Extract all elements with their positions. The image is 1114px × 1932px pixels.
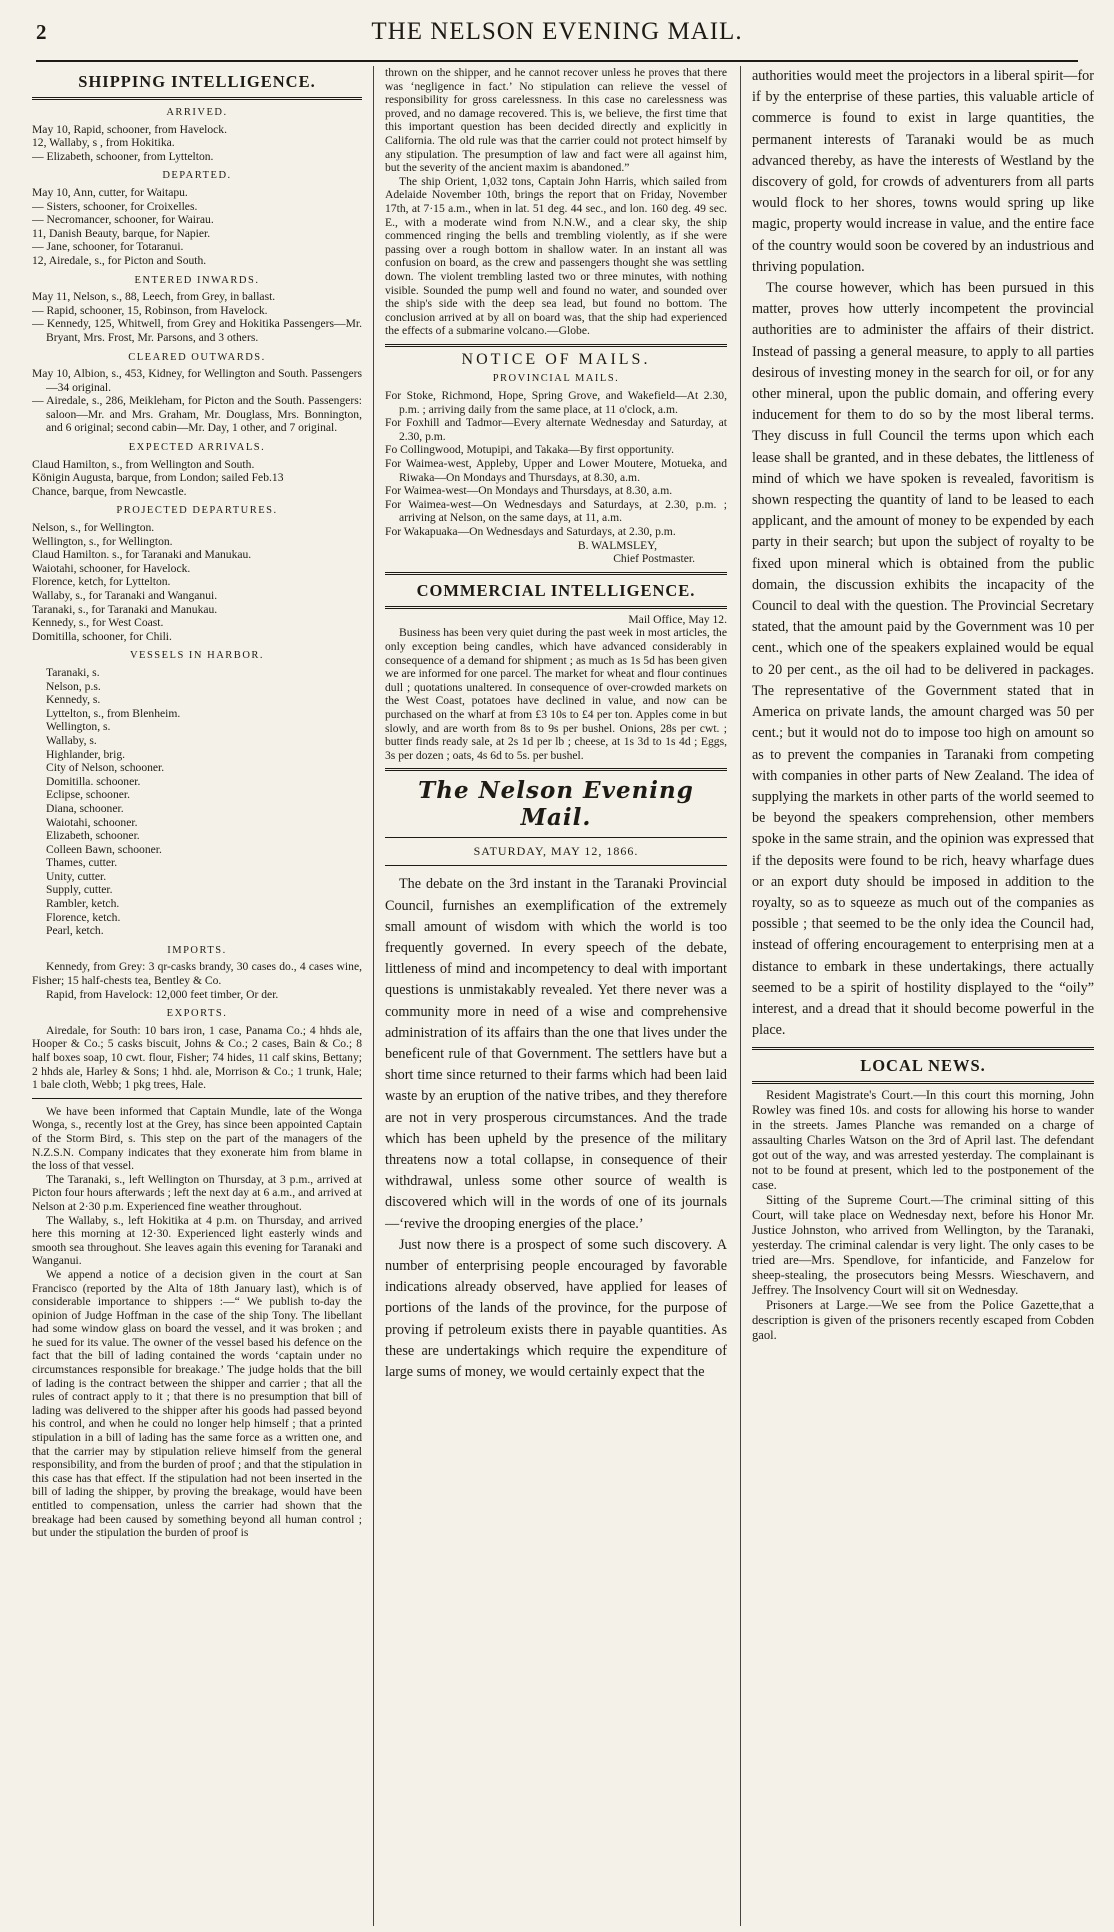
- article-paragraph: authorities would meet the projectors in a liberal spirit—for if by the enterprise of these parties, this valuable article of commerce is found to exist in large quantities, the permanent interests of Taranaki would be as much advanced thereby, as have the interests of Westland by the discovery of gold, for crowds of adventurers from all parts would flock to her shores, towns would spring up like magic, property would increase in value, and the entire face of the country would soon be covered by an industrious and thriving population.: [752, 68, 1094, 275]
- list-item: — Sisters, schooner, for Croixelles.: [32, 199, 198, 213]
- column-shipping: [32, 66, 362, 1928]
- shipping-exports: [32, 1007, 362, 1092]
- news-item: Resident Magistrate's Court.—In this court this morning, John Rowley was fined 10s. and costs for allowing his horse to wander in the streets. James Planche was remanded on a charge of assaulting Charles Watson on the 3rd of April last. The defendant got out of the way, and was arrested yesterday. The complainant is not to be found at present, which led to the postponement of the case.: [752, 1088, 1094, 1193]
- list-item: — Elizabeth, schooner, from Lyttelton.: [32, 149, 214, 163]
- list-item: 12, Airedale, s., for Picton and South.: [32, 253, 207, 267]
- article-paragraph: The Taranaki, s., left Wellington on Thursday, at 3 p.m., arrived at Picton four hours afterwards ; left the next day at 6 a.m., and arrived at Nelson at 2·30 p.m. Experienced fine weather throughout.: [32, 1172, 362, 1213]
- article-paragraph: Just now there is a prospect of some such discovery. A number of enterprising people encouraged by favorable indications already observed, have applied for leases of portions of the lands of the province, for the purpose of proving if petroleum exists there in payable quantities. As these are undertakings which require the expenditure of large sums of money, we would certainly expect that the: [385, 1236, 727, 1380]
- list-item: Elizabeth, schooner.: [46, 829, 140, 843]
- shipping-news: [32, 1105, 362, 1540]
- list-item: Eclipse, schooner.: [46, 788, 131, 802]
- sub-heading: VESSELS IN HARBOR.: [129, 650, 265, 662]
- shipping-arrived: [32, 106, 362, 163]
- column-right: [752, 66, 1094, 1928]
- list-item: Waiotahi, schooner.: [46, 815, 138, 829]
- article-paragraph: The debate on the 3rd instant in the Taranaki Provincial Council, furnishes an exemplification of the extremely small amount of wisdom with which the world is too frequently governed. In every speech of the debate, littleness of mind and incompetency to deal with important questions is unmistakably revealed. Yet there never was a community more in need of a wise and comprehensive administration of its affairs than the one that lives under the beneficent rule of that Government. The settlers have but a short time since returned to their farms which had been laid waste by an eruption of the native tribes, and they therefore are not in very prosperous circumstances. And the trade which has been upheld by the presence of the military threatens now a total collapse, in consequence of their withdrawal, unless some other source of wealth is discovered which will in the words of one of its journals —‘revive the drooping energies of the place.’: [385, 876, 727, 1232]
- list-item: For Waimea-west, Appleby, Upper and Lower Moutere, Motueka, and Riwaka—On Mondays and Thursdays, at 8.30, a.m.: [385, 457, 727, 484]
- article-paragraph: The ship Orient, 1,032 tons, Captain John Harris, which sailed from Adelaide November 10th, brings the report that on Friday, November 17th, at 7·15 a.m., when in lat. 51 deg. 44 sec., and lon. 160 deg. 49 sec. E., with a moderate wind from N.N.W., and a clear sky, the ship commenced ringing the bells and trembling violently, as if she were passing over a rough bottom in shallow water. In an instant all was confusion on board, as the crew and passengers thought she was settling down. The violent trembling lasted two or three minutes, with nothing visible. Sounded the pump well and found no water, and sounded over the ship's side with the deep sea lead, but found no bottom. The conclusion arrived at by all on board was, that the ship had experienced the effects of a submarine volcano.—Globe.: [385, 174, 727, 338]
- sub-heading: IMPORTS.: [167, 944, 227, 956]
- list-item: — Necromancer, schooner, for Wairau.: [32, 213, 214, 227]
- list-item: For Foxhill and Tadmor—Every alternate Wednesday and Saturday, at 2.30, p.m.: [385, 416, 727, 443]
- list-item: — Rapid, schooner, 15, Robinson, from Havelock.: [32, 303, 268, 317]
- column-divider: [740, 66, 741, 1926]
- divider: [385, 865, 727, 866]
- masthead-rule: [36, 60, 1078, 62]
- list-item: Taranaki, s., for Taranaki and Manukau.: [32, 602, 218, 616]
- list-item: — Jane, schooner, for Totaranui.: [32, 240, 184, 254]
- list-item: May 10, Ann, cutter, for Waitapu.: [32, 185, 188, 199]
- list-item: Colleen Bawn, schooner.: [46, 842, 162, 856]
- article-paragraph: The Wallaby, s., left Hokitika at 4 p.m. on Thursday, and arrived here this morning at 12·30. Experienced light easterly winds and smooth sea throughout. She leaves again this evening for Taranaki and Wanganui.: [32, 1213, 362, 1268]
- list-item: May 10, Rapid, schooner, from Havelock.: [32, 122, 227, 136]
- shipping-departed: [32, 169, 362, 267]
- list-item: Chance, barque, from Newcastle.: [32, 484, 187, 498]
- list-item: For Waimea-west—On Wednesdays and Saturdays, at 2.30, p.m. ; arriving at Nelson, on the same days, at 11, a.m.: [385, 497, 727, 525]
- list-item: Wallaby, s.: [46, 733, 97, 747]
- column-middle: [385, 66, 727, 1928]
- dateline: Mail Office, May 12.: [628, 612, 727, 626]
- article-paragraph: We have been informed that Captain Mundle, late of the Wonga Wonga, s., recently lost at the Grey, has since been appointed Captain of the Storm Bird, s. This step on the part of the managers of the N.Z.S.N. Company indicates that they exonerate him from blame in the loss of that vessel.: [32, 1104, 362, 1173]
- shipping-imports: [32, 944, 362, 1001]
- list-item: Fo Collingwood, Motupipi, and Takaka—By first opportunity.: [385, 443, 675, 457]
- editorial-article: [385, 874, 727, 1383]
- list-item: Airedale, for South: 10 bars iron, 1 case, Panama Co.; 4 hhds ale, Hooper & Co.; 5 casks biscuit, Johns & Co.; 2 cases, Bain & Co.; 8 half boxes soap, 10 cwt. flour, Fisher; 74 hides, 11 calf skins, Bettany; 2 hhds ale, Harley & Sons; 1 hhd. ale, Morrison & Co.; 1 trunk, Hale; 1 bale cloth, Webb; 1 pkg trees, Hale.: [32, 1023, 362, 1092]
- editorial-continued: [752, 66, 1094, 1041]
- list-item: Kennedy, s.: [46, 693, 101, 707]
- list-item: Kennedy, s., for West Coast.: [32, 616, 164, 630]
- shipping-cleared: [32, 351, 362, 436]
- signature: B. WALMSLEY,: [577, 538, 657, 552]
- list-item: 11, Danish Beauty, barque, for Napier.: [32, 226, 211, 240]
- list-item: Highlander, brig.: [46, 747, 126, 761]
- list-item: For Waimea-west—On Mondays and Thursdays, at 8.30, a.m.: [385, 484, 673, 498]
- list-item: Pearl, ketch.: [46, 924, 104, 938]
- list-item: Domitilla. schooner.: [46, 774, 141, 788]
- section-heading: COMMERCIAL INTELLIGENCE.: [385, 572, 727, 609]
- sub-heading: PROVINCIAL MAILS.: [492, 373, 620, 385]
- list-item: For Wakapuaka—On Wednesdays and Saturdays, at 2.30, p.m.: [385, 525, 676, 538]
- local-news: [752, 1088, 1094, 1343]
- article-paragraph: thrown on the shipper, and he cannot recover unless he proves that there was ‘negligence in fact.’ No stipulation can relieve the vessel of responsibility for gross carelessness. In this case no carelessness was proved, and no damage recovered. This is, we believe, the first time that this important question has been decided directly and explicitly in California. The old rule was that the carrier could not protect himself by any stipulation. The presumption of law and fact were all against him, but the severity of the ancient maxim is abandoned.”: [385, 66, 727, 175]
- divider: [32, 1098, 362, 1099]
- signature-title: Chief Postmaster.: [613, 552, 695, 566]
- section-heading: NOTICE OF MAILS.: [461, 350, 651, 368]
- list-item: May 10, Albion, s., 453, Kidney, for Wellington and South. Passengers—34 original.: [32, 367, 362, 394]
- shipping-expected: [32, 441, 362, 498]
- list-item: Rambler, ketch.: [46, 897, 120, 911]
- list-item: Nelson, p.s.: [46, 679, 101, 693]
- news-item: Prisoners at Large.—We see from the Police Gazette,that a description is given of the prisoners recently escaped from Cobden gaol.: [752, 1298, 1094, 1343]
- list-item: Lyttelton, s., from Blenheim.: [46, 706, 181, 720]
- list-item: Domitilla, schooner, for Chili.: [32, 629, 172, 643]
- sub-heading: EXPECTED ARRIVALS.: [128, 442, 266, 454]
- sub-heading: EXPORTS.: [166, 1008, 228, 1020]
- list-item: Supply, cutter.: [46, 883, 113, 897]
- list-item: Kennedy, from Grey: 3 qr-casks brandy, 30 cases do., 4 cases wine, Fisher; 15 half-chests tea, Bentley & Co.: [32, 960, 362, 988]
- commercial-intelligence: [385, 613, 727, 763]
- list-item: May 11, Nelson, s., 88, Leech, from Grey, in ballast.: [32, 290, 276, 304]
- shipping-harbor: [32, 649, 362, 937]
- news-item: Sitting of the Supreme Court.—The criminal sitting of this Court, will take place on Wednesday next, before his Honor Mr. Justice Johnston, who arrived from Wellington, by the Taranaki, yesterday. The criminal calendar is very light. The only cases to be tried are—Mrs. Spendlove, for infanticide, and Fanzelow for sheep-stealing, the prosecutors being Messrs. Wieschavern, and Jeffrey. The Insolvency Court will sit on Wednesday.: [752, 1193, 1094, 1298]
- editorial-masthead: The Nelson Evening Mail.: [385, 768, 727, 838]
- section-heading: LOCAL NEWS.: [752, 1047, 1094, 1084]
- list-item: Königin Augusta, barque, from London; sailed Feb.13: [32, 471, 284, 485]
- list-item: Nelson, s., for Wellington.: [32, 521, 155, 535]
- page-masthead: [36, 10, 1078, 52]
- list-item: Claud Hamilton, s., from Wellington and South.: [32, 457, 255, 471]
- article-paragraph: We append a notice of a decision given in the court at San Francisco (reported by the Alta of 18th January last), which is of considerable importance to shippers :—“ We publish to-day the opinion of Judge Hoffman in the case of the ship Tony. The libellant had some window glass on board the vessel, and it was broken ; and he sued for its value. The owner of the vessel based his defence on the fact that the bill of lading contained the words ‘captain under no circumstances responsible for breakage.’ The judge holds that the bill of lading is the contract between the shipper and carrier ; that all the rules of contract apply to it ; that there is no presumption that bill of lading was delivered to the shipper after his goods had passed beyond his control, and when he could no longer help himself ; that a printed stipulation in a bill of lading has the same force as a written one, and that the carrier may by stipulation relieve himself from the general responsibility, and from the burden of proof ; and that the stipulation in this case has that effect. If the stipulation had not been inserted in the bill of lading the shipper, by proving the breakage, would have been entitled to compensation, unless the carrier had shown that the breakage had been caused by something beyond all human control ; but under the stipulation the burden of proof is: [32, 1267, 362, 1540]
- sub-heading: ARRIVED.: [166, 107, 228, 118]
- list-item: Wallaby, s., for Taranaki and Wanganui.: [32, 589, 218, 602]
- divider: [385, 344, 727, 347]
- newspaper-title: THE NELSON EVENING MAIL.: [371, 18, 743, 45]
- list-item: Waiotahi, schooner, for Havelock.: [32, 561, 191, 575]
- article-paragraph: The course however, which has been pursued in this matter, proves how utterly incompetent the provincial authorities are to administer the affairs of their district. Instead of passing a general measure, to apply to all parties desirous of investing money in the search for oil, or for any other mineral, upon the public domain, and offering every inducement for them to do so by the most liberal terms. They discuss in full Council the terms upon which each lease shall be granted, and in these debates, the littleness of mind of which we have spoken is revealed, favoritism is shown respecting the quantity of land to be leased to each applicant, and the amount of money to be expended by each party in their search; but upon the subject of royalty to be fixed upon mineral which is obtained from the public domain, the discussion exhibits the incapacity of the Council to deal with the question. The Provincial Secretary stated, that the amount paid by the Government was 10 per cent., which one of the speakers explained would be equal to 20 per cent., as the oil had to be delivered in packages. The representative of the Government stated that in America on private lands, the amount charged was 50 per cent.; but it would not do to impose too high on amount so as to prevent the companies in Taranaki from competing with companies in other parts of New Zealand. The idea of supplying the markets in other parts of the world seemed to be beyond the speakers comprehension, other members spoke in the same strain, and the opinion was expressed that if the deposits were found to be rich, heavy wharfage dues or an export duty should be imposed in addition to the royalty, so as to squeeze as much out of the companies as possible ; that seemed to be the only idea the Council had, instead of offering encouragement to enterprising men at a distance to embark in these undertakings, there actually seemed to be a spirit of hostility displayed to the “oily” interest, and a dread that it should become powerful in the place.: [752, 280, 1094, 1039]
- notice-of-mails: [385, 350, 727, 566]
- list-item: — Kennedy, 125, Whitwell, from Grey and Hokitika Passengers—Mr. Bryant, Mrs. Frost, Mr. Parsons, and 3 others.: [32, 317, 362, 344]
- list-item: Taranaki, s.: [46, 665, 100, 679]
- shipping-entered: [32, 274, 362, 345]
- article-paragraph: Business has been very quiet during the past week in most articles, the only exception being candles, which have advanced considerably in consequence of a demand for shipment ; as much as 1s 5d has been given we are informed for one parcel. The market for wheat and flour continues dull ; quotations unaltered. In consequence of over-crowded markets on the West Coast, potatoes have declined in value, and now can be purchased on the wharf at from £3 10s to £4 per ton. Apples come in but slowly, and are worth from 8s to 9s per bushel. Onions, 28s per cwt. ; butter finds ready sale, at 2s 1d per lb ; cheese, at 1s 3d to 1s 4d ; Eggs, 3s per dozen ; oats, 4s 6d to 5s. per bushel.: [385, 626, 727, 762]
- sub-heading: CLEARED OUTWARDS.: [128, 351, 266, 363]
- list-item: Florence, ketch.: [46, 910, 121, 924]
- list-item: Unity, cutter.: [46, 869, 107, 883]
- column-divider: [373, 66, 374, 1926]
- list-item: Florence, ketch, for Lyttelton.: [32, 575, 171, 589]
- editorial-date: SATURDAY, MAY 12, 1866.: [473, 844, 639, 859]
- list-item: For Stoke, Richmond, Hope, Spring Grove, and Wakefield—At 2.30, p.m. ; arriving daily from the same place, at 11 o'clock, a.m.: [385, 389, 727, 416]
- page-number: 2: [36, 20, 47, 44]
- list-item: Wellington, s.: [46, 720, 111, 734]
- list-item: 12, Wallaby, s , from Hokitika.: [32, 136, 175, 150]
- list-item: Diana, schooner.: [46, 801, 124, 815]
- sub-heading: PROJECTED DEPARTURES.: [116, 505, 278, 517]
- sub-heading: ENTERED INWARDS.: [134, 274, 260, 286]
- list-item: Rapid, from Havelock: 12,000 feet timber, Or der.: [46, 987, 279, 1001]
- list-item: Thames, cutter.: [46, 856, 118, 870]
- shipping-projected: [32, 504, 362, 643]
- article-continued: [385, 66, 727, 338]
- list-item: Claud Hamilton. s., for Taranaki and Manukau.: [32, 548, 252, 562]
- sub-heading: DEPARTED.: [162, 170, 232, 182]
- list-item: — Airedale, s., 286, Meikleham, for Picton and the South. Passengers: saloon—Mr. and Mrs. Graham, Mr. Douglass, Mrs. Bonnington, and 6 original; second cabin—Mr. Day, 1 other, and 7 original.: [32, 394, 362, 435]
- list-item: City of Nelson, schooner.: [46, 761, 165, 775]
- section-heading: SHIPPING INTELLIGENCE.: [32, 66, 362, 100]
- list-item: Wellington, s., for Wellington.: [32, 534, 173, 548]
